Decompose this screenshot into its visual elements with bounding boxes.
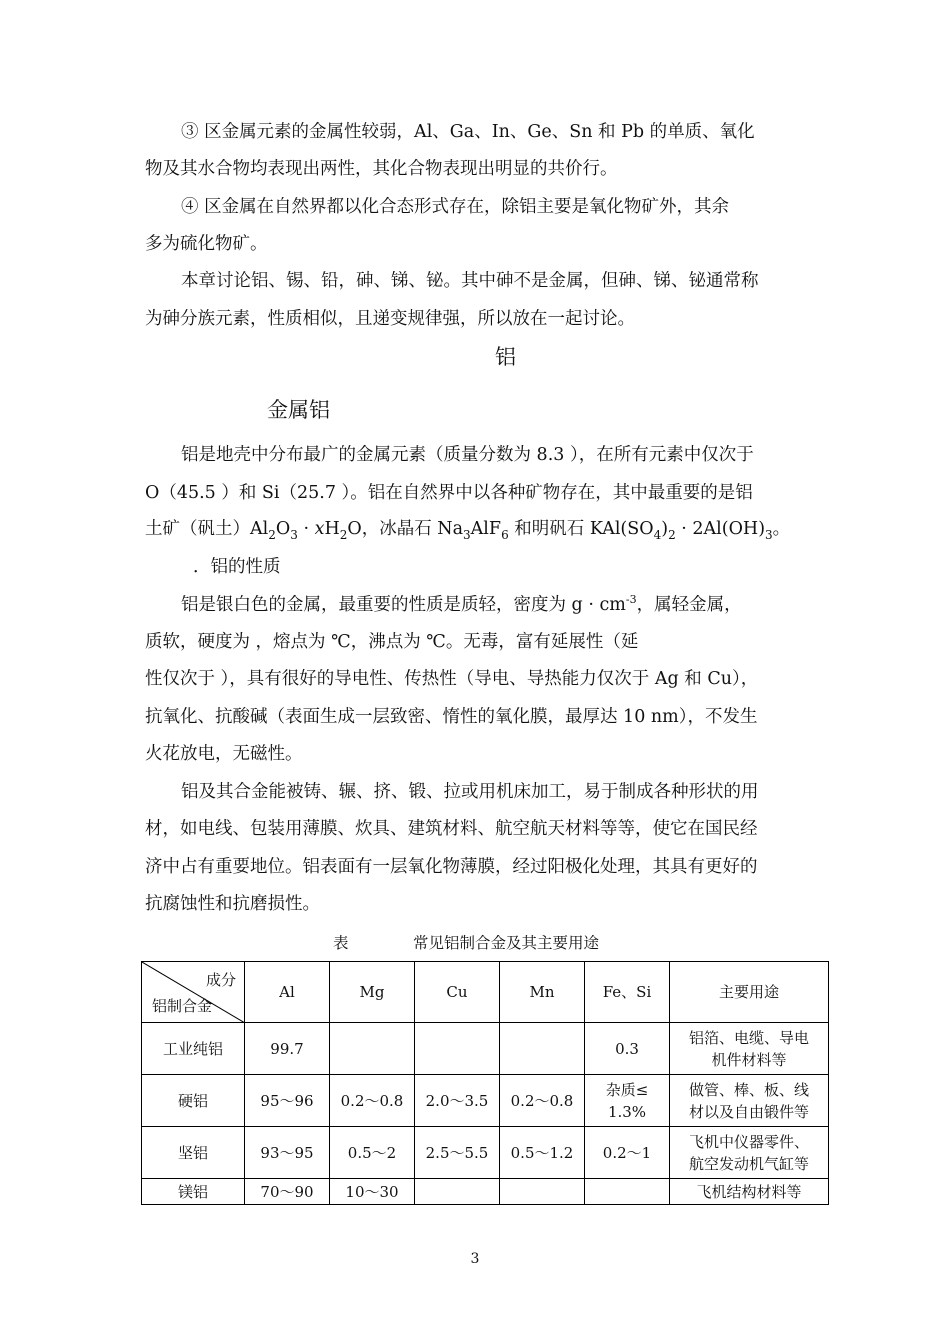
paragraph-3-line-1: ③ 区金属元素的金属性较弱，Al、Ga、In、Ge、Sn 和 Pb 的单质、氧化 <box>181 122 755 142</box>
cell-mn: 0.5～1.2 <box>500 1127 585 1179</box>
cell-mn: 0.2～0.8 <box>500 1075 585 1127</box>
cell-al: 99.7 <box>245 1023 330 1075</box>
processing-line-2: 材，如电线、包装用薄膜、炊具、建筑材料、航空航天材料等等，使它在国民经 <box>145 819 758 839</box>
cell-cu <box>415 1023 500 1075</box>
table-corner-cell <box>142 962 245 1023</box>
corner-label-alloys: 铝制合金 <box>152 997 213 1015</box>
aluminium-intro-line-1: 铝是地壳中分布最广的金属元素（质量分数为 8.3 ），在所有元素中仅次于 <box>181 445 754 465</box>
alloy-name: 硬铝 <box>142 1075 245 1127</box>
alloy-name: 工业纯铝 <box>142 1023 245 1075</box>
cell-fe-si <box>585 1179 670 1205</box>
corner-label-components: 成分 <box>205 971 236 989</box>
alloy-table <box>141 961 829 1205</box>
properties-line-3: 性仅次于 ），具有很好的导电性、传热性（导电、导热能力仅次于 Ag 和 Cu）， <box>145 669 759 689</box>
cell-cu: 2.0～3.5 <box>415 1075 500 1127</box>
cell-fe-si: 0.2～1 <box>585 1127 670 1179</box>
processing-line-4: 抗腐蚀性和抗磨损性。 <box>145 894 320 914</box>
alloy-name: 镁铝 <box>142 1179 245 1205</box>
cell-fe-si: 0.3 <box>585 1023 670 1075</box>
aluminium-intro-line-3: 土矿（矾土）$Al_2O_3 \cdot xH_2O$，冰晶石 $Na_3AlF_6$ 和明矾石 $KAl(SO_4)_2 \cdot 2Al(OH)_3$。 <box>145 519 791 542</box>
properties-line-5: 火花放电，无磁性。 <box>145 744 303 764</box>
cell-mg: 0.2～0.8 <box>330 1075 415 1127</box>
section-heading: 铝 <box>495 345 516 369</box>
cell-al: 93～95 <box>245 1127 330 1179</box>
cell-main-use: 飞机结构材料等 <box>670 1179 829 1205</box>
page-number: 3 <box>470 1251 480 1267</box>
cell-cu <box>415 1179 500 1205</box>
properties-line-4: 抗氧化、抗酸碱（表面生成一层致密、惰性的氧化膜，最厚达 10 nm），不发生 <box>145 707 758 727</box>
cell-mn <box>500 1023 585 1075</box>
paragraph-4-line-2: 多为硫化物矿。 <box>145 234 268 254</box>
table-row <box>142 1127 829 1179</box>
table-header-row <box>142 962 829 1023</box>
cell-fe-si: 杂质≤ 1.3% <box>585 1075 670 1127</box>
aluminium-intro-line-2: O（45.5 ）和 Si（25.7 ）。铝在自然界中以各种矿物存在，其中最重要的是铝 <box>145 483 753 503</box>
subsection-heading: 金属铝 <box>267 398 330 422</box>
paragraph-4-line-1: ④ 区金属在自然界都以化合态形式存在，除铝主要是氧化物矿外，其余 <box>181 197 730 217</box>
cell-mg <box>330 1023 415 1075</box>
properties-line-1: 铝是银白色的金属，最重要的性质是质轻，密度为 $g \cdot cm^{-3}$，属轻金属， <box>181 593 742 615</box>
processing-line-1: 铝及其合金能被铸、辗、挤、锻、拉或用机床加工，易于制成各种形状的用 <box>181 782 759 802</box>
cell-mg: 0.5～2 <box>330 1127 415 1179</box>
table-row <box>142 1023 829 1075</box>
chapter-intro-line-1: 本章讨论铝、锡、铅，砷、锑、铋。其中砷不是金属，但砷、锑、铋通常称 <box>181 271 759 291</box>
cell-main-use: 铝箔、电缆、导电 机件材料等 <box>670 1023 829 1075</box>
header-fe-si: Fe、Si <box>585 962 670 1023</box>
cell-cu: 2.5～5.5 <box>415 1127 500 1179</box>
processing-line-3: 济中占有重要地位。铝表面有一层氧化物薄膜，经过阳极化处理，其具有更好的 <box>145 857 758 877</box>
table-row <box>142 1075 829 1127</box>
header-cu: Cu <box>415 962 500 1023</box>
alloy-name: 坚铝 <box>142 1127 245 1179</box>
cell-mg: 10～30 <box>330 1179 415 1205</box>
cell-al: 95～96 <box>245 1075 330 1127</box>
header-main-use: 主要用途 <box>670 962 829 1023</box>
chapter-intro-line-2: 为砷分族元素，性质相似，且递变规律强，所以放在一起讨论。 <box>145 309 635 329</box>
properties-heading: ．铝的性质 <box>193 557 281 577</box>
table-caption-title: 常见铝制合金及其主要用途 <box>413 934 600 952</box>
paragraph-3-line-2: 物及其水合物均表现出两性，其化合物表现出明显的共价行。 <box>145 159 618 179</box>
cell-mn <box>500 1179 585 1205</box>
header-mn: Mn <box>500 962 585 1023</box>
cell-main-use: 飞机中仪器零件、 航空发动机气缸等 <box>670 1127 829 1179</box>
header-al: Al <box>245 962 330 1023</box>
header-mg: Mg <box>330 962 415 1023</box>
table-caption-label: 表 <box>333 934 349 952</box>
cell-al: 70～90 <box>245 1179 330 1205</box>
properties-line-2: 质软，硬度为 ，熔点为 ℃，沸点为 ℃。无毒，富有延展性（延 <box>145 632 639 652</box>
table-row <box>142 1179 829 1205</box>
cell-main-use: 做管、棒、板、线 材以及自由锻件等 <box>670 1075 829 1127</box>
